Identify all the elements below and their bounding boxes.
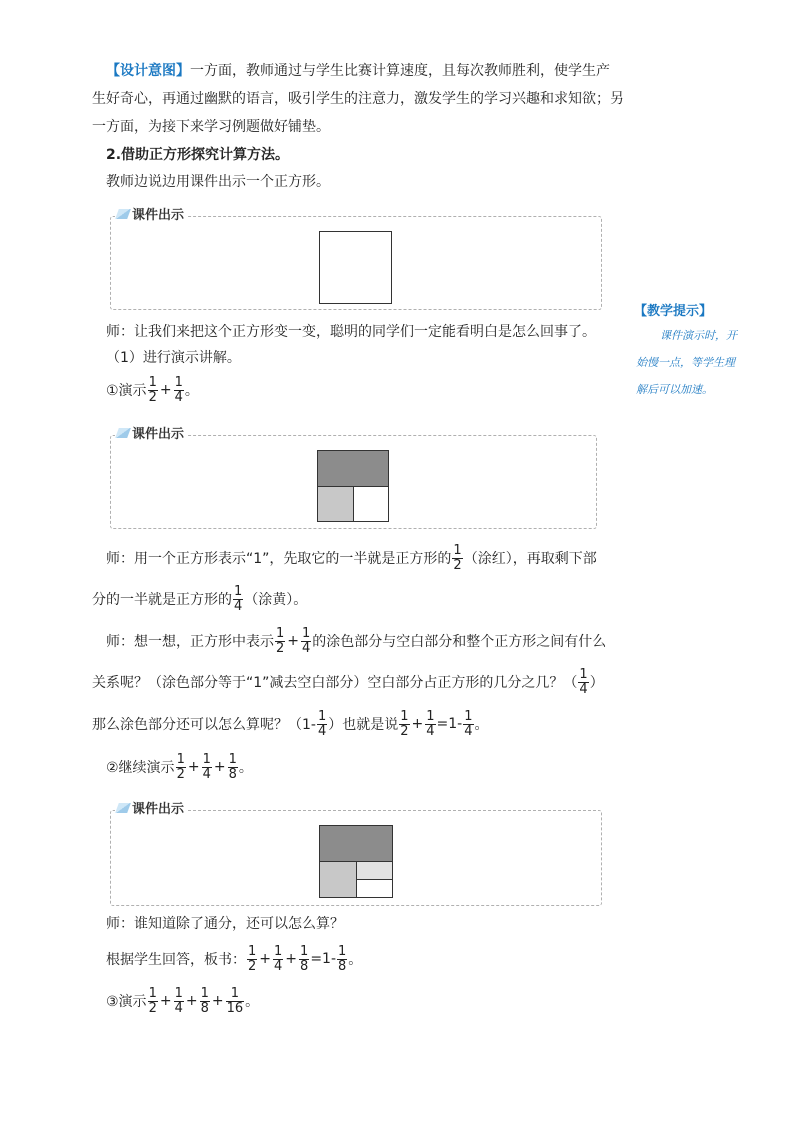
sidebar-line-3: 解后可以加速。 — [636, 383, 713, 396]
square-half-shaded — [319, 825, 393, 862]
design-intent-line-1: 【设计意图】一方面，教师通过与学生比赛计算速度，且每次教师胜利，使学生产 — [106, 63, 610, 79]
square-quarter-blank — [353, 486, 389, 522]
teacher-line-4: 师：谁知道除了通分，还可以怎么算？ — [106, 916, 344, 932]
square-quarter-shaded — [319, 861, 357, 898]
fraction-half: $\frac{1}{2}$ — [148, 374, 157, 405]
fraction-quarter: $\frac{1}{4}$ — [426, 708, 435, 739]
sidebar-line-1: 课件演示时，开 — [660, 329, 737, 342]
demo-2: ②继续演示 $\frac{1}{2}$ + $\frac{1}{4}$ + $\frac{1}{8}$ 。 — [106, 751, 253, 782]
demo-3: ③演示 $\frac{1}{2}$ + $\frac{1}{4}$ + $\frac{1}{8}$ + $\frac{1}{16}$ 。 — [106, 985, 260, 1016]
fraction-quarter: $\frac{1}{4}$ — [174, 374, 183, 405]
board-writing: 根据学生回答，板书： $\frac{1}{2}$ + $\frac{1}{4}$ + $\frac{1}{8}$ =1- $\frac{1}{8}$ 。 — [106, 943, 363, 974]
fraction-half: $\frac{1}{2}$ — [400, 708, 409, 739]
fraction-eighth: $\frac{1}{8}$ — [200, 985, 209, 1016]
section-heading: 2.借助正方形探究计算方法。 — [106, 147, 290, 163]
teacher-line-2a: 师：用一个正方形表示“1”，先取它的一半就是正方形的 $\frac{1}{2}$ （涂红），再取剩下部 — [106, 542, 597, 573]
fraction-quarter: $\frac{1}{4}$ — [202, 751, 211, 782]
fraction-eighth: $\frac{1}{8}$ — [300, 943, 309, 974]
teacher-line-3b: 关系呢？（涂色部分等于“1”减去空白部分）空白部分占正方形的几分之几？（ $\frac{1}{4}$ ） — [92, 666, 604, 697]
square-quarter-shaded — [317, 486, 354, 522]
fraction-quarter: $\frac{1}{4}$ — [174, 985, 183, 1016]
courseware-panel-1 — [110, 208, 602, 310]
fraction-sixteenth: $\frac{1}{16}$ — [226, 985, 244, 1016]
fraction-quarter: $\frac{1}{4}$ — [317, 708, 327, 739]
fraction-eighth: $\frac{1}{8}$ — [338, 943, 347, 974]
fraction-half: $\frac{1}{2}$ — [176, 751, 185, 782]
teacher-line-1: 师：让我们来把这个正方形变一变，聪明的同学们一定能看明白是怎么回事了。 — [106, 324, 596, 340]
demo-1: ①演示 $\frac{1}{2}$ + $\frac{1}{4}$ 。 — [106, 374, 199, 405]
design-intent-line-2: 生好奇心，再通过幽默的语言，吸引学生的注意力，激发学生的学习兴趣和求知欲；另 — [92, 91, 624, 107]
panel-tab-icon — [115, 428, 131, 438]
square-eighth-blank — [356, 879, 393, 898]
panel-tab-icon — [115, 803, 131, 813]
design-intent-tag: 【设计意图】 — [106, 63, 190, 79]
fraction-half: $\frac{1}{2}$ — [248, 943, 257, 974]
teacher-line-3a: 师：想一想，正方形中表示 $\frac{1}{2}$ + $\frac{1}{4}$ 的涂色部分与空白部分和整个正方形之间有什么 — [106, 625, 607, 656]
sidebar-line-2: 始慢一点，等学生理 — [636, 356, 735, 369]
sidebar-title: 【教学提示】 — [634, 304, 713, 319]
courseware-panel-2 — [110, 427, 597, 529]
fraction-quarter: $\frac{1}{4}$ — [464, 708, 473, 739]
fraction-half: $\frac{1}{2}$ — [148, 985, 157, 1016]
step-1: （1）进行演示讲解。 — [106, 350, 241, 366]
panel-tab-icon — [115, 209, 131, 219]
panel-label: 课件出示 — [115, 802, 188, 818]
fraction-half: $\frac{1}{2}$ — [276, 625, 285, 656]
teacher-line-3c: 那么涂色部分还可以怎么算呢？（1- $\frac{1}{4}$ ）也就是说 $\frac{1}{2}$ + $\frac{1}{4}$ =1- $\frac{1}{4}$ 。 — [92, 708, 489, 739]
courseware-panel-3 — [110, 802, 602, 906]
section-intro: 教师边说边用课件出示一个正方形。 — [106, 174, 330, 190]
panel-label: 课件出示 — [115, 427, 188, 443]
design-intent-line-3: 一方面，为接下来学习例题做好铺垫。 — [92, 119, 330, 135]
square-eighth-shaded — [356, 861, 393, 880]
fraction-quarter: $\frac{1}{4}$ — [579, 666, 588, 697]
fraction-half: $\frac{1}{2}$ — [453, 542, 462, 573]
square-half-shaded — [317, 450, 389, 487]
teacher-line-2b: 分的一半就是正方形的 $\frac{1}{4}$ （涂黄）。 — [92, 583, 308, 614]
panel-label: 课件出示 — [115, 208, 188, 224]
fraction-quarter: $\frac{1}{4}$ — [274, 943, 283, 974]
whole-square — [319, 231, 392, 304]
fraction-quarter: $\frac{1}{4}$ — [234, 583, 243, 614]
fraction-eighth: $\frac{1}{8}$ — [228, 751, 237, 782]
fraction-quarter: $\frac{1}{4}$ — [302, 625, 311, 656]
